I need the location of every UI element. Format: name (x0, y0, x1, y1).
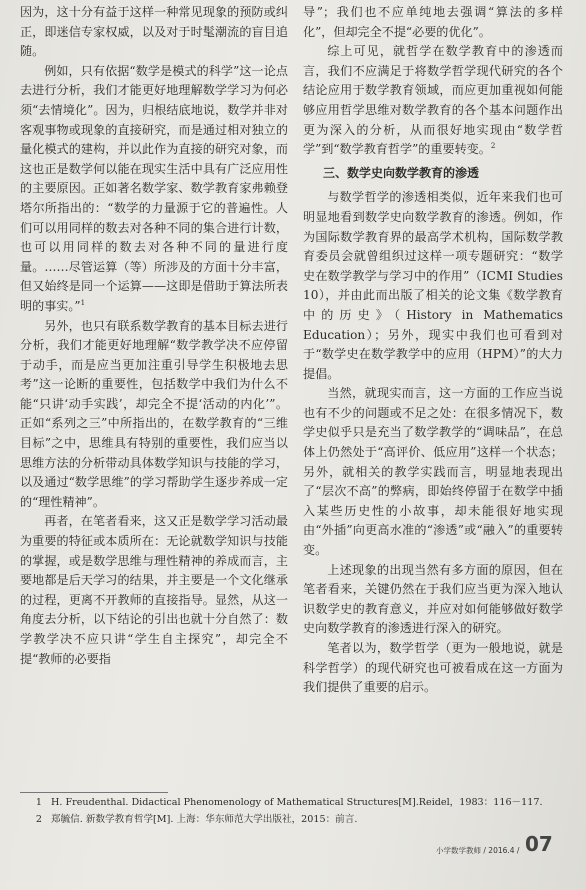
footnote-text: 郑毓信. 新数学教育哲学[M]. 上海：华东师范大学出版社，2015：前言. (51, 814, 358, 825)
footnote-number: 2 (35, 814, 42, 825)
paragraph: 再者，在笔者看来，这又正是数学学习活动最为重要的特征或本质所在：无论就数学知识与技能的掌握，或是数学思维与理性精神的养成而言，主要地都是后天学习的结果，并主要是一个文化继承的过程，更离不开教师的直接指导。显然，从这一角度去分析，以下结论的引出也就十分自然了：数学教学决不应只讲“学生自主探究”，却完全不提“教师的必要指 (20, 514, 288, 666)
footnote-number: 1 (35, 797, 42, 808)
footnotes (20, 794, 565, 828)
footnote-item (20, 794, 565, 811)
section-heading: 三、数学史向数学教育的渗透 (323, 165, 480, 180)
paragraph: 上述现象的出现当然有多方面的原因，但在笔者看来，关键仍然在于我们应当更为深入地认识数学史的教育意义，并应对如何能够做好数学史向数学教育的渗透进行深入的研究。 (303, 562, 563, 636)
footnote-item (20, 811, 565, 828)
paragraph: 与数学哲学的渗透相类似，近年来我们也可明显地看到数学史向数学教育的渗透。例如，作为国际数学教育界的最高学术机构，国际数学教育委员会就曾组织过这样一项专题研究：“数学史在数学教学与学习中的作用”（ICMI Studies 10），并由此而出版了相关的论文集《数学教育中的历史》（History in Mathematics Education）；另外，现实中我们也可看到对于“数学史在数学教学中的应用（HPM）”的大力提倡。 (303, 190, 563, 381)
footnote-divider (20, 792, 168, 793)
page-number: 07 (525, 832, 553, 856)
footnote-ref[interactable]: 1 (80, 298, 86, 307)
right-column (303, 3, 563, 698)
paragraph: 因为，这十分有益于这样一种常见现象的预防或纠正，即迷信专家权威，以及对于时髦潮流的盲目追随。 (20, 5, 288, 59)
paragraph-text: 综上可见，就哲学在数学教育中的渗透而言，我们不应满足于将数学哲学现代研究的各个结论应用于数学教育领域，而应更加重视如何能够应用哲学思维对数学教育的各个基本问题作出更为深入的分析，从而很好地实现由“数学哲学”到“数学教育哲学”的重要转变。 (303, 44, 563, 157)
paragraph-text: 例如，只有依据“数学是模式的科学”这一论点去进行分析，我们才能更好地理解数学学习为何必须“去情境化”。因为，归根结底地说，数学并非对客观事物或现象的直接研究，而是通过相对独立的量化模式的建构，并以此作为直接的研究对象，而这也正是数学何以能在现实生活中具有广泛应用性的主要原因。正如著名数学家、数学教育家弗赖登塔尔所指出的：“数学的力量源于它的普遍性。人们可以用同样的数去对各种不同的集合进行计数，也可以用同样的数去对各种不同的量进行度量。……尽管运算（等）所涉及的方面十分丰富，但又始终是同一个运算——这即是借助于算法所表明的事实。” (20, 63, 288, 313)
paragraph: 笔者以为，数学哲学（更为一般地说，就是科学哲学）的现代研究也可被看成在这一方面为我们提供了重要的启示。 (303, 641, 563, 695)
journal-footer: 小学数学教师 / 2016.4 / (436, 846, 520, 855)
paragraph: 另外，也只有联系数学教育的基本目标去进行分析，我们才能更好地理解“数学教学决不应停留于动手，而是应当更加注重引导学生积极地去思考”这一论断的重要性，包括数学中我们为什么不能“只讲‘动手实践’，却完全不提‘活动的内化’”。正如“系列之三”中所指出的，在数学教育的“三维目标”之中，思维具有特别的重要性，我们应当以思维方法的分析带动具体数学知识与技能的学习，以及通过“数学思维”的学习帮助学生逐步养成一定的“理性精神”。 (20, 318, 288, 509)
footnote-ref[interactable]: 2 (490, 142, 496, 151)
paragraph (20, 62, 288, 317)
paragraph: 当然，就现实而言，这一方面的工作应当说也有不少的问题或不足之处：在很多情况下，数学史似乎只是充当了数学教学的“调味品”，在总体上仍然处于“高评价、低应用”这样一个状态；另外，就相关的教学实践而言，明显地表现出了“层次不高”的弊病，即始终停留于在数学中插入某些历史性的小故事，却未能很好地实现由“外插”向更高水准的“渗透”或“融入”的重要转变。 (303, 386, 563, 558)
left-column (20, 3, 288, 669)
footnote-text: H. Freudenthal. Didactical Phenomenology of Mathematical Structures[M].Reidel，1983：116－117. (51, 797, 543, 808)
paragraph: 导”；我们也不应单纯地去强调“算法的多样化”，但却完全不提“必要的优化”。 (303, 5, 563, 39)
paragraph (303, 42, 563, 160)
